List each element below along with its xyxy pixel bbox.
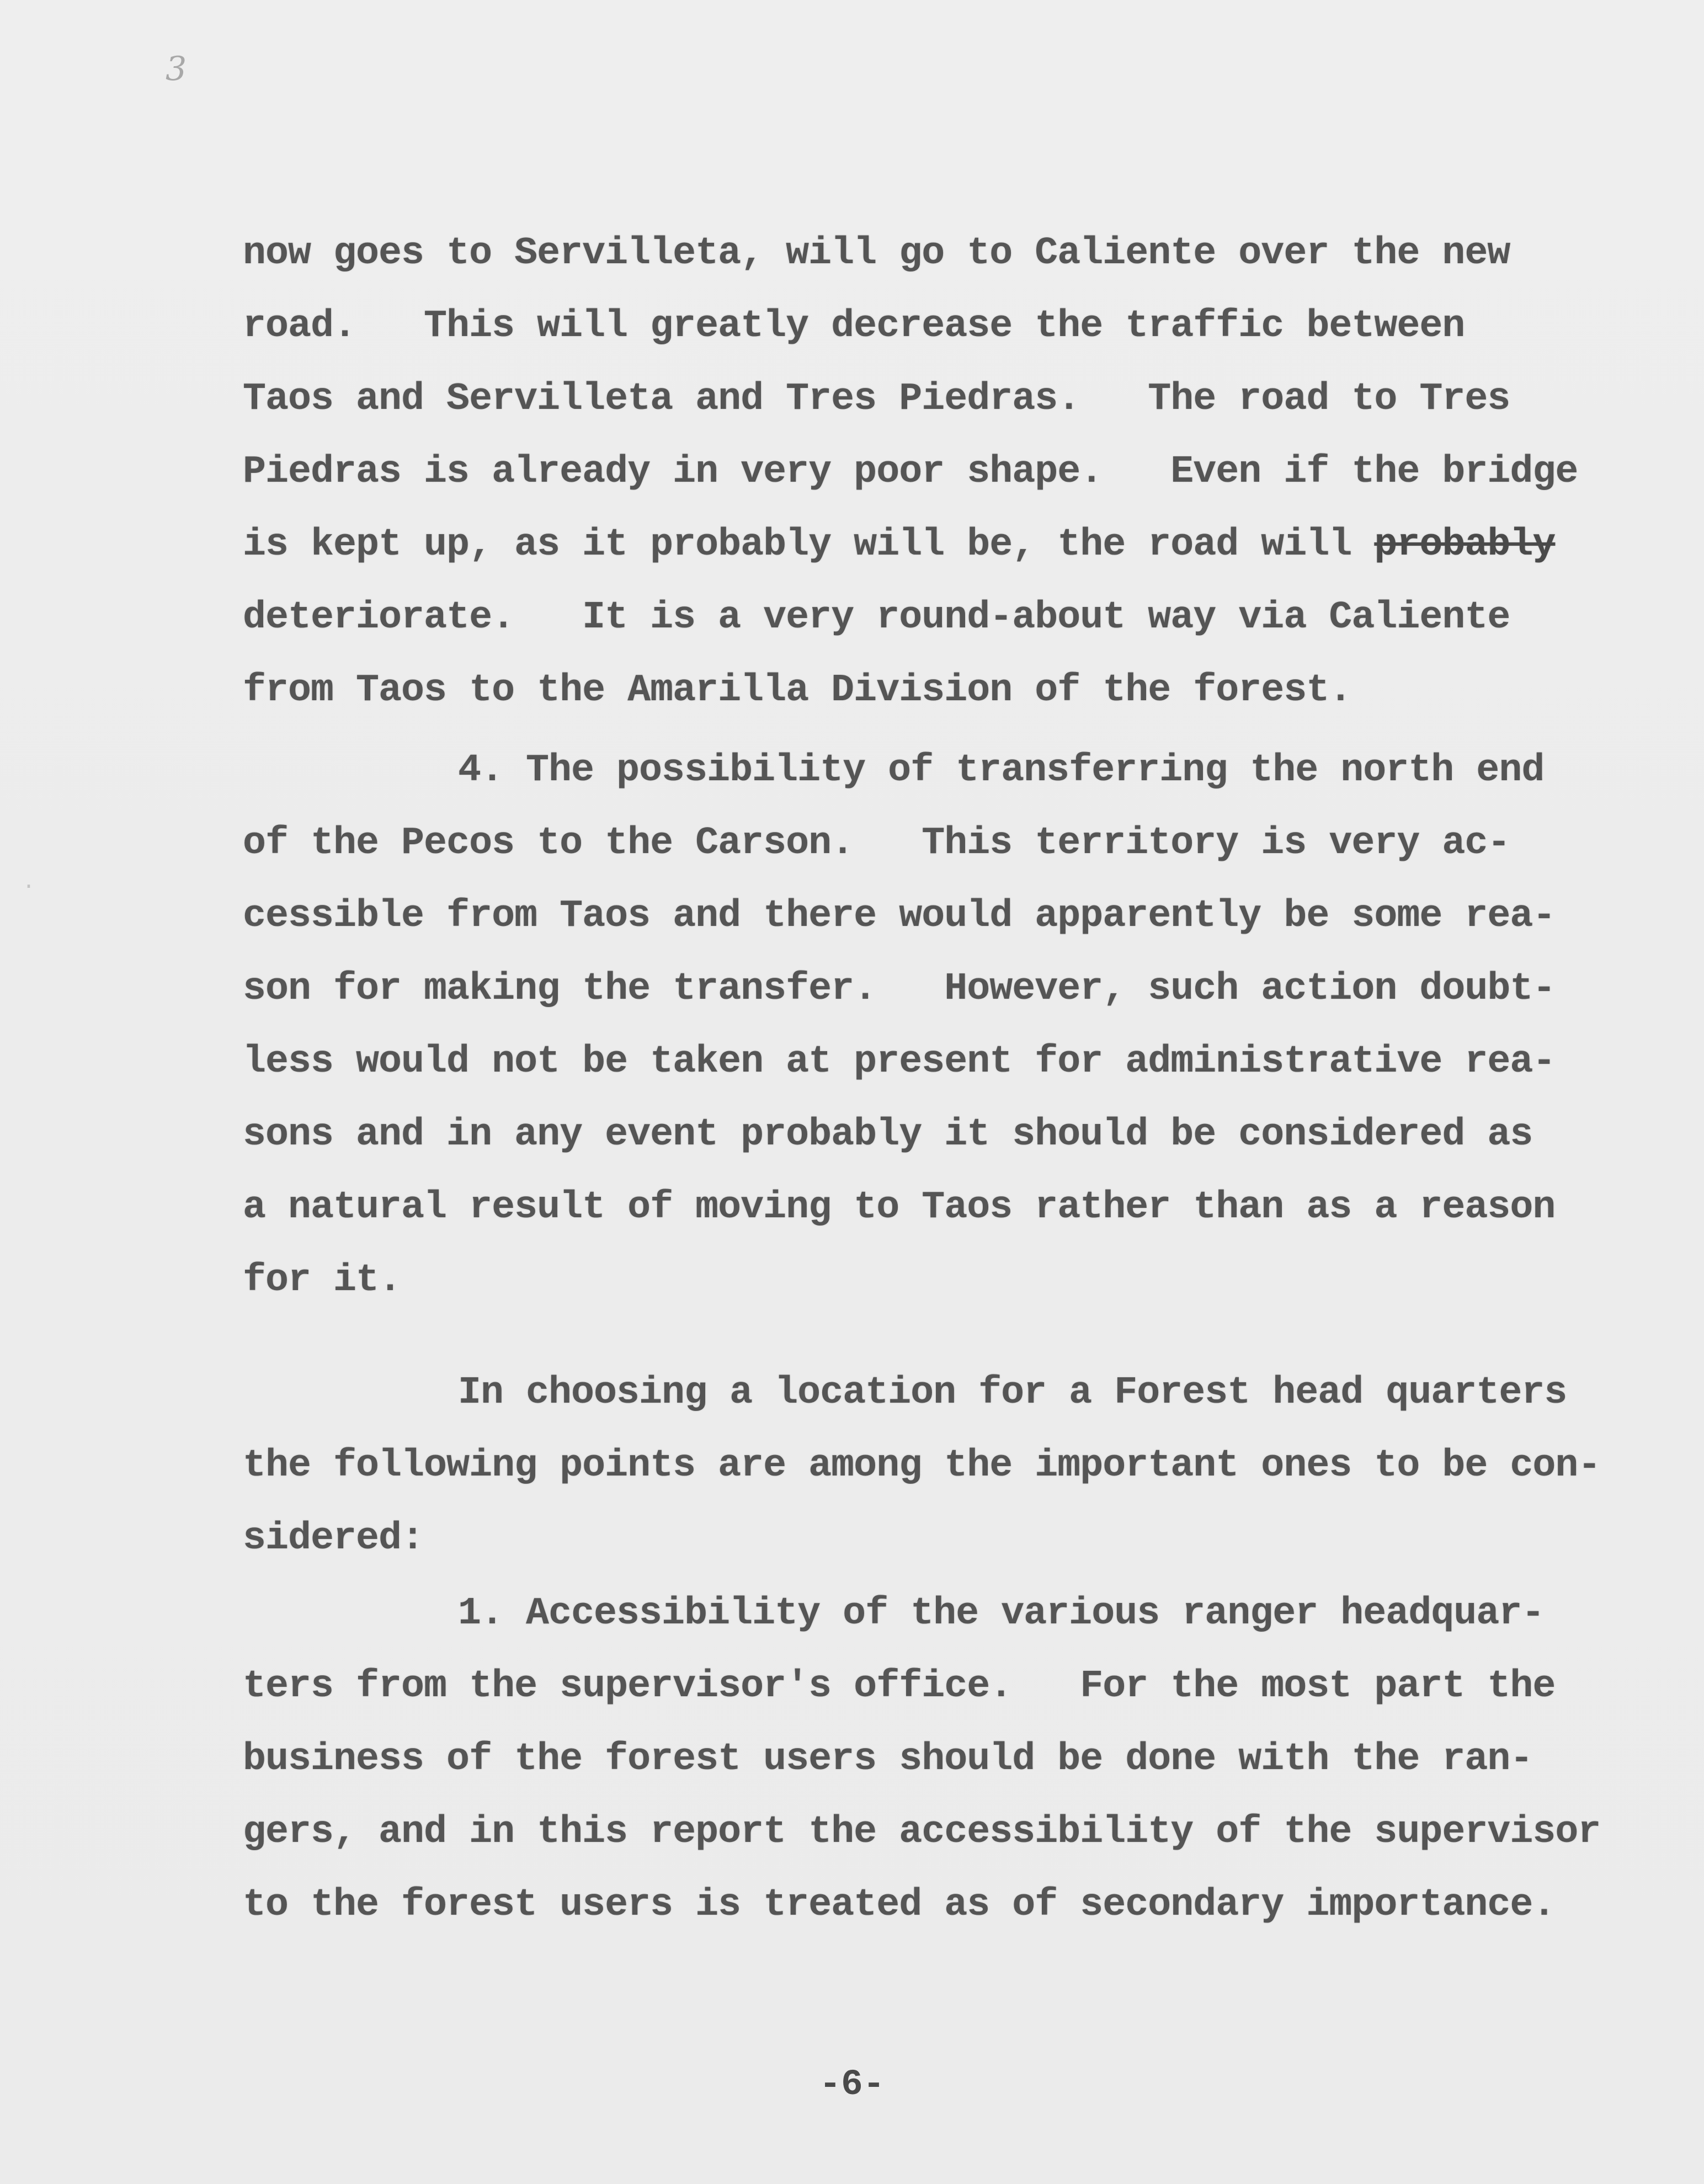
text-line: from Taos to the Amarilla Division of the forest.	[243, 669, 1352, 712]
text-line: deteriorate. It is a very round-about way via Caliente	[243, 596, 1510, 640]
text-line	[243, 523, 1556, 567]
text-line: now goes to Servilleta, will go to Caliente over the new	[243, 232, 1510, 275]
page-number: -6-	[819, 2064, 885, 2105]
text-line: Taos and Servilleta and Tres Piedras. The road to Tres	[243, 377, 1510, 421]
text-line: ters from the supervisor's office. For the most part the	[243, 1665, 1556, 1708]
text-line: son for making the transfer. However, such action doubt-	[243, 967, 1556, 1011]
text-line: Piedras is already in very poor shape. Even if the bridge	[243, 450, 1578, 494]
struck-word: probably	[1374, 523, 1556, 567]
text-line: road. This will greatly decrease the traffic between	[243, 305, 1465, 348]
text-line: to the forest users is treated as of secondary importance.	[243, 1883, 1556, 1927]
text-line: cessible from Taos and there would apparently be some rea-	[243, 894, 1556, 938]
text-line: less would not be taken at present for administrative rea-	[243, 1040, 1556, 1084]
corner-mark: 3	[166, 50, 187, 88]
text-line: for it.	[243, 1259, 402, 1302]
text-line-part: is kept up, as it probably will be, the road will	[243, 523, 1375, 567]
text-line: sons and in any event probably it should be considered as	[243, 1113, 1533, 1157]
text-line: sidered:	[243, 1517, 424, 1560]
text-line: gers, and in this report the accessibility of the supervisor	[243, 1810, 1601, 1854]
paragraph-start: 1. Accessibility of the various ranger headquar-	[458, 1592, 1545, 1636]
paragraph-start: 4. The possibility of transferring the north end	[458, 749, 1545, 792]
paragraph-start: In choosing a location for a Forest head quarters	[458, 1371, 1567, 1415]
text-line: the following points are among the important ones to be con-	[243, 1444, 1601, 1488]
text-line: a natural result of moving to Taos rather than as a reason	[243, 1186, 1556, 1229]
text-line: business of the forest users should be done with the ran-	[243, 1738, 1533, 1781]
stray-mark: ·	[22, 875, 36, 899]
text-line: of the Pecos to the Carson. This territory is very ac-	[243, 822, 1510, 865]
